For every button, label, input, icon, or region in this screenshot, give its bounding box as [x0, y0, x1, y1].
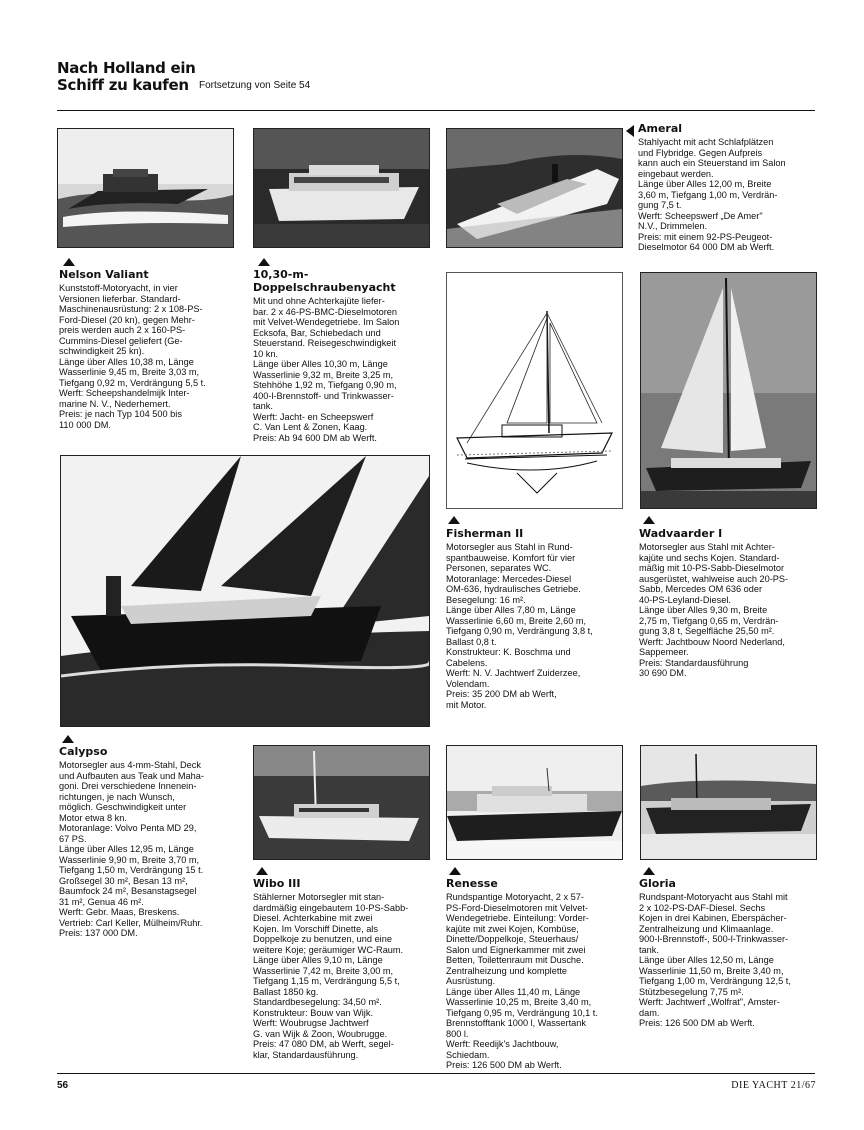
entry-doppelschraubenyacht	[253, 268, 443, 443]
photo-doppelschraubenyacht	[253, 128, 430, 248]
entry-text: Stahlyacht mit acht Schlafplätzen und Flybridge. Gegen Aufpreis kann auch ein Steuerstand im Salon eingebaut werden. Länge über Alles 12,00 m, Breite 3,60 m, Tiefgang 1,00 m, Verdrän- gung 7,5 t. Werft: Scheepswerf „De Amer" N.V., Drimmelen. Preis: mit einem 92-PS-Peugeot- Dieselmotor 64 000 DM ab Werft.	[638, 137, 786, 252]
entry-text: Motorsegler aus Stahl mit Achter- kajüte und sechs Kojen. Standard- mäßig mit 10-PS-Sabb-Dieselmotor ausgerüstet, wahlweise auch 20-PS- Sabb, Mercedes OM 636 oder 40-PS-Leyland-Diesel. Länge über Alles 9,30 m, Breite 2,75 m, Tiefgang 0,65 m, Verdrän- gung 3,8 t, Segelfläche 25,50 m². Werft: Jachtbouw Noord Nederland, Sappemeer. Preis: Standardausführung 30 690 DM.	[639, 542, 789, 678]
pointer-doppelschraubenyacht	[258, 258, 270, 266]
entry-title: Fisherman II	[446, 527, 524, 540]
entry-title: Calypso	[59, 745, 108, 758]
page-number: 56	[57, 1080, 69, 1091]
entry-text: Rundspantige Motoryacht, 2 x 57- PS-Ford-Dieselmotoren mit Velvet- Wendegetriebe. Einteilung: Vorder- kajüte mit zwei Kojen, Kombüse, Dinette/Doppelkoje, Steuerhaus/ Salon und Eignerkammer mit zwei Betten, Toilettenraum mit Dusche. Zentralheizung und komplette Ausrüstung. Länge über Alles 11,40 m, Länge Wasserlinie 10,25 m, Breite 3,40 m, Tiefgang 0,95 m, Verdrängung 10,1 t. Brennstofftank 1000 l, Wassertank 800 l. Werft: Reedijk's Jachtbouw, Schiedam. Preis: 126 500 DM ab Werft.	[446, 892, 598, 1070]
entry-title: Renesse	[446, 877, 498, 890]
entry-nelson-valiant	[59, 268, 249, 430]
entry-text: Mit und ohne Achterkajüte liefer- bar. 2 x 46-PS-BMC-Dieselmotoren mit Velvet-Wendegetriebe. Im Salon Ecksofa, Bar, Schiebedach und Steuerstand. Reisegeschwindigkeit 10 kn. Länge über Alles 10,30 m, Länge Wasserlinie 9,32 m, Breite 3,25 m, Stehhöhe 1,92 m, Tiefgang 0,90 m, 400-l-Brennstoff- und Trinkwasser- tank. Werft: Jacht- en Scheepswerf C. Van Lent & Zonen, Kaag. Preis: Ab 94 600 DM ab Werft.	[253, 296, 400, 443]
photo-gloria	[640, 745, 817, 860]
drawing-fisherman-ii	[446, 272, 623, 509]
page-header	[57, 59, 311, 94]
entry-renesse	[446, 877, 636, 1071]
pointer-calypso	[62, 735, 74, 743]
entry-gloria	[639, 877, 829, 1029]
header-rule	[57, 110, 815, 111]
entry-fisherman-ii	[446, 527, 631, 710]
entry-title: Ameral	[638, 122, 683, 135]
entry-title: Wadvaarder I	[639, 527, 723, 540]
entry-wibo-iii	[253, 877, 443, 1060]
entry-text: Motorsegler aus 4-mm-Stahl, Deck und Aufbauten aus Teak und Maha- goni. Drei verschiedene Innenein- richtungen, je nach Wunsch, möglich. Geschwindigkeit unter Motor etwa 8 kn. Motoranlage: Volvo Penta MD 29, 67 PS. Länge über Alles 12,95 m, Länge Wasserlinie 9,90 m, Breite 3,70 m, Tiefgang 1,50 m, Verdrängung 15 t. Großsegel 30 m², Besan 13 m², Baumfock 24 m², Besanstagsegel 31 m², Genua 46 m². Werft: Gebr. Maas, Breskens. Vertrieb: Carl Keller, Mülheim/Ruhr. Preis: 137 000 DM.	[59, 760, 204, 938]
photo-wadvaarder-i	[640, 272, 817, 509]
entry-title: Wibo III	[253, 877, 301, 890]
entry-text: Kunststoff-Motoryacht, in vier Versionen lieferbar. Standard- Maschinenausrüstung: 2 x 108-PS- Ford-Diesel (20 kn), gegen Mehr- preis werden auch 2 x 160-PS- Cummins-Diesel geliefert (Ge- schwindigkeit 25 kn). Länge über Alles 10,38 m, Länge Wasserlinie 9,45 m, Breite 3,03 m, Tiefgang 0,92 m, Verdrängung 5,5 t. Werft: Scheepshandelmijk Inter- marine N. V., Nederhemert. Preis: je nach Typ 104 500 bis 110 000 DM.	[59, 283, 206, 430]
pointer-nelson-valiant	[63, 258, 75, 266]
entry-text: Stählerner Motorsegler mit stan- dardmäßig eingebautem 10-PS-Sabb- Diesel. Achterkabine mit zwei Kojen. Im Vorschiff Dinette, als Doppelkoje zu benutzen, und eine weitere Koje; geräumiger WC-Raum. Länge über Alles 9,10 m, Länge Wasserlinie 7,42 m, Breite 3,00 m, Tiefgang 1,15 m, Verdrängung 5,5 t, Ballast 1850 kg. Standardbesegelung: 34,50 m². Konstrukteur: Bouw van Wijk. Werft: Woubrugse Jachtwerf G. van Wijk & Zoon, Woubrugge. Preis: 47 080 DM, ab Werft, segel- klar, Standardausführung.	[253, 892, 409, 1060]
pointer-gloria	[643, 867, 655, 875]
pointer-ameral	[626, 125, 634, 137]
photo-wibo-iii	[253, 745, 430, 860]
pointer-wadvaarder-i	[643, 516, 655, 524]
photo-nelson-valiant	[57, 128, 234, 248]
entry-title: Nelson Valiant	[59, 268, 149, 281]
entry-text: Motorsegler aus Stahl in Rund- spantbauweise. Komfort für vier Personen, separates WC. Motoranlage: Mercedes-Diesel OM-636, hydraulisches Getriebe. Besegelung: 16 m². Länge über Alles 7,80 m, Länge Wasserlinie 6,60 m, Breite 2,60 m, Tiefgang 0,90 m, Verdrängung 3,8 t, Ballast 0,8 t. Konstrukteur: K. Boschma und Cabelens. Werft: N. V. Jachtwerf Zuiderzee, Volendam. Preis: 35 200 DM ab Werft, mit Motor.	[446, 542, 593, 710]
page-title-line2: Schiff zu kaufen	[57, 76, 189, 94]
photo-renesse	[446, 745, 623, 860]
entry-wadvaarder-i	[639, 527, 824, 679]
photo-calypso	[60, 455, 430, 727]
continuation-note: Fortsetzung von Seite 54	[199, 80, 311, 91]
entry-title: 10,30-m- Doppelschraubenyacht	[253, 268, 396, 294]
entry-ameral	[638, 122, 818, 253]
pointer-renesse	[449, 867, 461, 875]
photo-ameral	[446, 128, 623, 248]
entry-calypso	[59, 745, 254, 939]
pointer-fisherman-ii	[448, 516, 460, 524]
entry-title: Gloria	[639, 877, 676, 890]
pointer-wibo-iii	[256, 867, 268, 875]
page-title-line1: Nach Holland ein	[57, 59, 196, 77]
footer-rule	[57, 1073, 815, 1074]
magazine-issue: DIE YACHT 21/67	[731, 1080, 816, 1091]
entry-text: Rundspant-Motoryacht aus Stahl mit 2 x 102-PS-DAF-Diesel. Sechs Kojen in drei Kabinen, Eberspächer- Zentralheizung und Klimaanlage. 900-l-Brennstoff-, 500-l-Trinkwasser- tank. Länge über Alles 12,50 m, Länge Wasserlinie 11,50 m, Breite 3,40 m, Tiefgang 1,00 m, Verdrängung 12,5 t, Stützbesegelung 7,75 m². Werft: Jachtwerf „Wolfrat", Amster- dam. Preis: 126 500 DM ab Werft.	[639, 892, 791, 1028]
